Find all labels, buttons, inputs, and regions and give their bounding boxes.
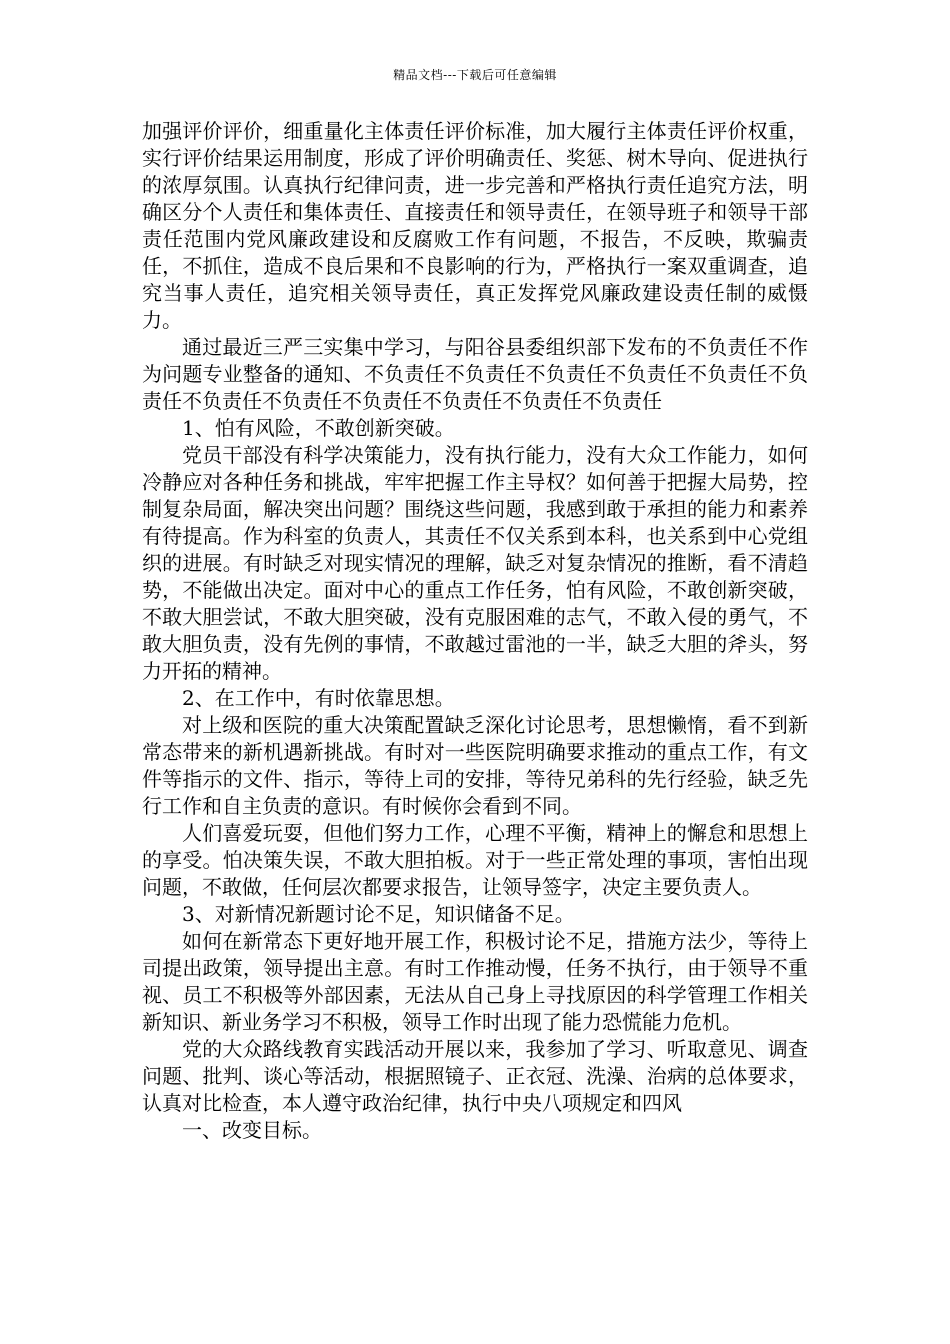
page-header: 精品文档---下载后可任意编辑: [393, 68, 557, 82]
section-heading-fear-of-risk: 1、怕有风险，不敢创新突破。: [182, 416, 455, 440]
section-heading-reliance-thinking: 2、在工作中，有时依靠思想。: [182, 686, 455, 710]
section-heading-change-goals: 一、改变目标。: [182, 1118, 322, 1142]
paragraph-lack-of-deep-thinking: 对上级和医院的重大决策配置缺乏深化讨论思考，思想懒惰，看不到新常态带来的新机遇新挑战。有时对一些医院明确要求推动的重点工作，有文件等指示的文件、指示，等待上司的安排，等待兄弟科的先行经验，缺乏先行工作和自主负责的意识。有时候你会看到不同。: [142, 713, 808, 818]
paragraph-three-stricts-study: 通过最近三严三实集中学习，与阳谷县委组织部下发布的不负责任不作为问题专业整备的通知、不负责任不负责任不负责任不负责任不负责任不负责任不负责任不负责任不负责任不负责任不负责任不负责任: [142, 335, 808, 413]
section-heading-insufficient-study: 3、对新情况新题讨论不足，知识储备不足。: [182, 902, 575, 926]
document-body: [142, 118, 808, 1144]
paragraph-responsibility-evaluation: 加强评价评价，细重量化主体责任评价标准，加大履行主体责任评价权重，实行评价结果运用制度，形成了评价明确责任、奖惩、树木导向、促进执行的浓厚氛围。认真执行纪律问责，进一步完善和严格执行责任追究方法，明确区分个人责任和集体责任、直接责任和领导责任，在领导班子和领导干部责任范围内党风廉政建设和反腐败工作有问题，不报告，不反映，欺骗责任，不抓住，造成不良后果和不良影响的行为，严格执行一案双重调查，追究当事人责任，追究相关领导责任，真正发挥党风廉政建设责任制的威慑力。: [142, 119, 808, 332]
paragraph-fear-of-decision: 人们喜爱玩耍，但他们努力工作，心理不平衡，精神上的懈怠和思想上的享受。怕决策失误，不敢大胆拍板。对于一些正常处理的事项，害怕出现问题，不敢做，任何层次都要求报告，让领导签字，决定主要负责人。: [142, 821, 808, 899]
paragraph-new-normal-work: 如何在新常态下更好地开展工作，积极讨论不足，措施方法少，等待上司提出政策，领导提出主意。有时工作推动慢，任务不执行，由于领导不重视、员工不积极等外部因素，无法从自己身上寻找原因的科学管理工作相关新知识、新业务学习不积极，领导工作时出现了能力恐慌能力危机。: [142, 929, 808, 1034]
paragraph-decision-capability: 党员干部没有科学决策能力，没有执行能力，没有大众工作能力，如何冷静应对各种任务和挑战，牢牢把握工作主导权？如何善于把握大局势，控制复杂局面，解决突出问题？围绕这些问题，我感到敢于承担的能力和素养有待提高。作为科室的负责人，其责任不仅关系到本科，也关系到中心党组织的进展。有时缺乏对现实情况的理解，缺乏对复杂情况的推断，看不清趋势，不能做出决定。面对中心的重点工作任务，怕有风险，不敢创新突破，不敢大胆尝试，不敢大胆突破，没有克服困难的志气，不敢入侵的勇气，不敢大胆负责，没有先例的事情，不敢越过雷池的一半，缺乏大胆的斧头，努力开拓的精神。: [142, 443, 808, 683]
paragraph-mass-line-education: 党的大众路线教育实践活动开展以来，我参加了学习、听取意见、调查问题、批判、谈心等活动，根据照镜子、正衣冠、洗澡、治病的总体要求，认真对比检查，本人遵守政治纪律，执行中央八项规定和四风: [142, 1037, 808, 1115]
